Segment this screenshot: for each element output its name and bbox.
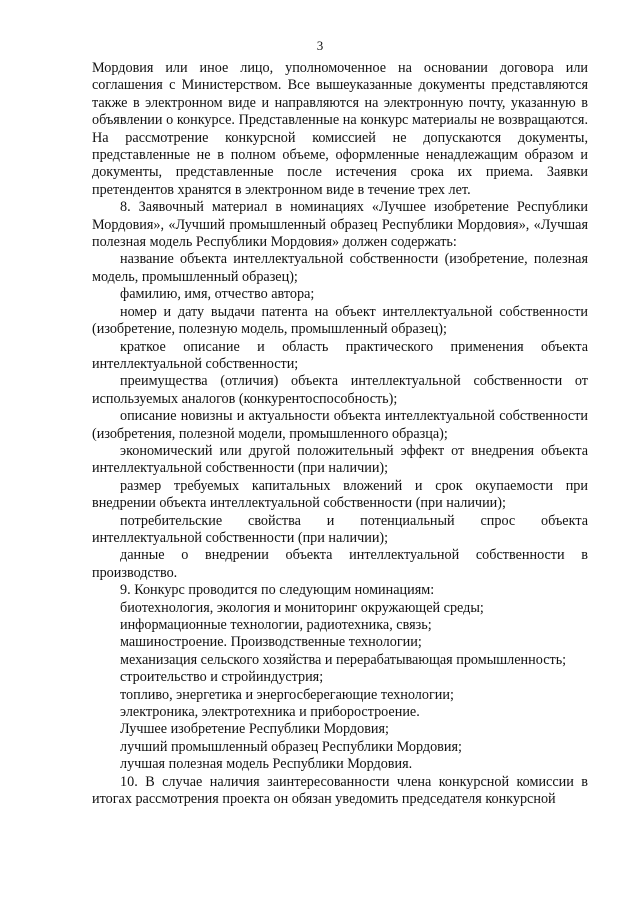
nomination-item: механизация сельского хозяйства и перерабатывающая промышленность; [120, 651, 567, 668]
paragraph-section-9: 9. Конкурс проводится по следующим номинациям: [120, 582, 435, 599]
nomination-item: Лучшее изобретение Республики Мордовия; [120, 721, 389, 738]
list-item: экономический или другой положительный эффект от внедрения объекта интеллектуальной собственности (при наличии); [92, 442, 588, 477]
nomination-item: информационные технологии, радиотехника, связь; [120, 617, 432, 633]
paragraph-section-8: 8. Заявочный материал в номинациях «Лучшее изобретение Республики Мордовия», «Лучший промышленный образец Республики Мордовия», «Лучшая полезная модель Республики Мордовия» должен содержать: [92, 199, 588, 251]
page-number: 3 [316, 38, 324, 53]
list-item: потребительские свойства и потенциальный спрос объекта интеллектуальной собственности (при наличии); [92, 512, 588, 546]
nomination-item: биотехнология, экология и мониторинг окружающей среды; [120, 599, 484, 616]
nomination-item: электроника, электротехника и приборостроение. [120, 704, 420, 721]
document-body [92, 60, 588, 808]
paragraph-section-10: 10. В случае наличия заинтересованности члена конкурсной комиссии в итогах рассмотрения проекта он обязан уведомить председателя конкурсной [92, 773, 588, 808]
list-item: преимущества (отличия) объекта интеллектуальной собственности от используемых аналогов (конкурентоспособность); [92, 373, 588, 407]
list-item: фамилию, имя, отчество автора; [120, 286, 315, 303]
nomination-item: лучшая полезная модель Республики Мордовия. [120, 756, 413, 773]
list-item: размер требуемых капитальных вложений и срок окупаемости при внедрении объекта интеллектуальной собственности (при наличии); [92, 477, 588, 512]
nomination-item: топливо, энергетика и энергосберегающие технологии; [120, 686, 454, 703]
list-item: краткое описание и область практического применения объекта интеллектуальной собственности; [92, 338, 588, 372]
nomination-item: лучший промышленный образец Республики Мордовия; [120, 738, 462, 755]
list-item: данные о внедрении объекта интеллектуальной собственности в производство. [92, 547, 588, 581]
list-item: описание новизны и актуальности объекта интеллектуальной собственности (изобретения, полезной модели, промышленного образца); [92, 408, 588, 442]
nomination-item: строительство и стройиндустрия; [120, 669, 324, 686]
nomination-item: машиностроение. Производственные технологии; [120, 634, 422, 651]
list-item: номер и дату выдачи патента на объект интеллектуальной собственности (изобретение, полезную модель, промышленный образец); [92, 303, 588, 338]
list-item: название объекта интеллектуальной собственности (изобретение, полезная модель, промышленный образец); [92, 251, 588, 285]
paragraph-continuation: Мордовия или иное лицо, уполномоченное на основании договора или соглашения с Министерством. Все вышеуказанные документы представляются также в электронном виде и направляются на электронную почту, указанную в объявлении о конкурсе. Представленные на конкурс материалы не возвращаются. На рассмотрение конкурсной комиссией не допускаются документы, представленные не в полном объеме, оформленные ненадлежащим образом и документы, представленные после истечения срока их приема. Заявки претендентов хранятся в электронном виде в течение трех лет. [92, 60, 588, 198]
